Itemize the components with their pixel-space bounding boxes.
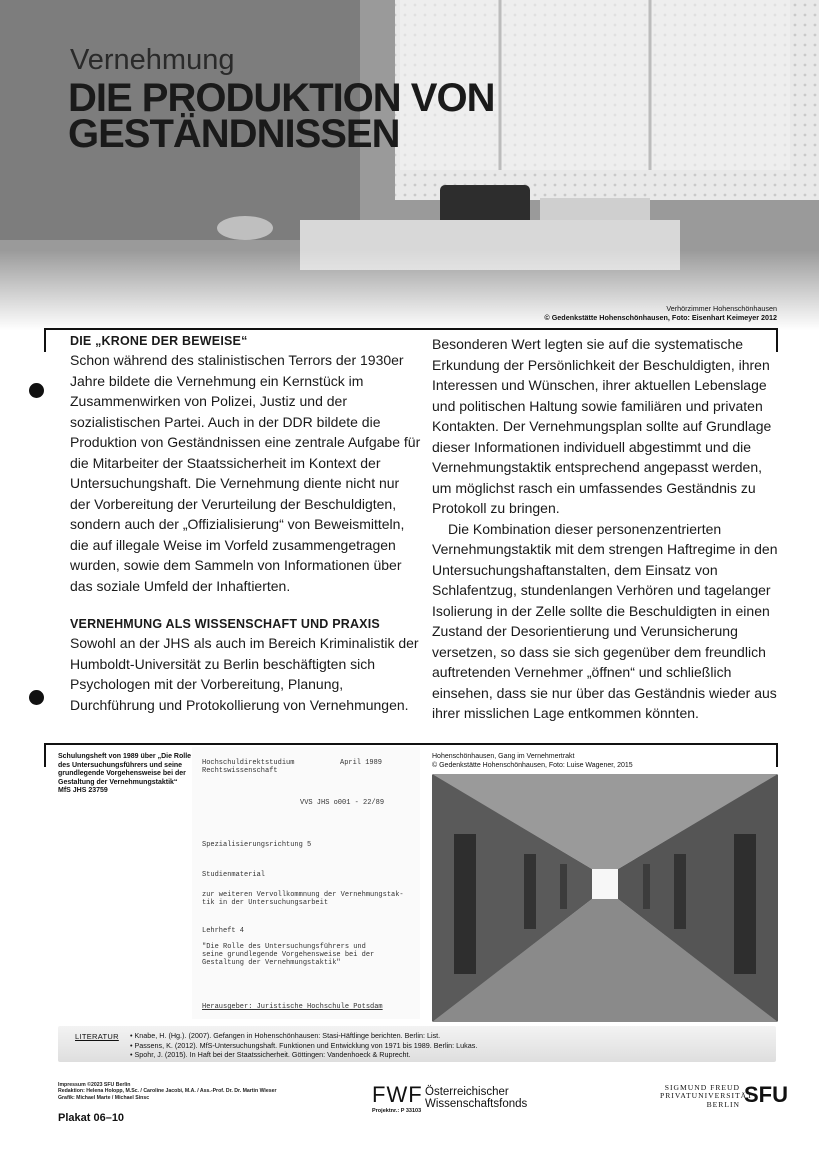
section-heading: VERNEHMUNG ALS WISSENSCHAFT UND PRAXIS <box>70 617 380 631</box>
doc-line: Hochschuldirektstudium <box>202 759 295 767</box>
doc-line: "Die Rolle des Untersuchungsführers und <box>202 943 366 951</box>
section-heading: DIE „KRONE DER BEWEISE“ <box>70 334 248 348</box>
paragraph: Die Kombination dieser personenzentrierten Vernehmungstaktik mit dem strengen Haftregime in den Untersuchungshaftanstalten, dem Einsatz von Schlafentzug, stundenlangen Verhören und tagelanger Isolierung in der Zelle sollte die Beschuldigten in einen Zustand der Desorientierung und Verunsicherung versetzen, so dass sie sich gegenüber dem freundlich auftretenden Vernehmer „öffnen“ und schließlich einsehen, dass sie nur über das Geständnis wieder aus ihrer misslichen Lage entkommen könnten. <box>432 520 778 721</box>
impressum <box>58 1082 277 1101</box>
punch-hole-marker <box>29 690 44 705</box>
fwf-name <box>425 1086 527 1110</box>
headline-line-1: DIE PRODUKTION VON <box>68 76 495 120</box>
sfu-logo: SFU <box>744 1082 788 1107</box>
caption-line: Schulungsheft von 1989 über „Die Rolle <box>58 753 192 760</box>
hero-caption <box>544 304 777 322</box>
sfu-line: PRIVATUNIVERSITÄT <box>660 1091 753 1101</box>
impressum-line: Grafik: Michael Marte / Michael Sinsc <box>58 1094 150 1101</box>
impressum-line: Redaktion: Helena Holopp, M.Sc. / Caroline Jacobi, M.A. / Ass.-Prof. Dr. Dr. Martin Wieser <box>58 1088 277 1095</box>
literature-list <box>130 1031 477 1060</box>
frame-line-top <box>44 743 778 745</box>
caption-credit: © Gedenkstätte Hohenschönhausen, Foto: Luise Wagener, 2015 <box>432 761 633 769</box>
headline-line-2: GESTÄNDNISSEN <box>68 112 400 156</box>
doc-line: Gestaltung der Vernehmungstaktik" <box>202 959 341 967</box>
doc-line: zur weiteren Vervollkommnung der Vernehmungstak- <box>202 891 404 899</box>
fwf-name-line: Österreichischer <box>425 1086 509 1098</box>
impressum-line: Impressum ©2023 SFU Berlin <box>58 1082 131 1088</box>
corridor-illustration <box>432 774 778 1022</box>
section-body: Sowohl an der JHS als auch im Bereich Kriminalistik der Humboldt-Universität zu Berlin beschäftigten sich Psychologen mit der Vorbereitung, Planung, Durchführung und Protokollierung von Vernehmungen. <box>70 635 419 713</box>
text-column-right <box>432 334 780 724</box>
kicker: Vernehmung <box>70 44 235 76</box>
doc-ref: VVS JHS o001 - 22/89 <box>300 799 385 807</box>
caption-line: grundlegende Vorgehensweise bei der <box>58 770 186 777</box>
corridor-caption <box>432 753 633 770</box>
doc-line: Spezialisierungsrichtung 5 <box>202 841 312 849</box>
doc-line: Studienmaterial <box>202 871 266 879</box>
doc-line: Herausgeber: Juristische Hochschule Potsdam <box>202 1003 383 1011</box>
caption-line: MfS JHS 23759 <box>58 787 108 794</box>
paragraph: Besonderen Wert legten sie auf die systematische Erkundung der Persönlichkeit der Beschuldigten, ihren Interessen und Wünschen, ihrer aktuellen Lebenslage und politischen Haltung sowie familiären und privaten Kontakten. Der Vernehmungsplan sollte auf Grundlage dieser Informationen individuell abgestimmt und die Vernehmungstaktik entsprechend angepasst werden, um möglichst rasch ein umfassendes Geständnis zu Protokoll zu bringen. <box>432 336 772 516</box>
fwf-project-number: Projektnr.: P 33103 <box>372 1108 422 1114</box>
fwf-name-line: Wissenschaftsfonds <box>425 1098 528 1110</box>
caption-line: Gestaltung der Vernehmungstaktik“ <box>58 778 178 786</box>
doc-line: Rechtswissenschaft <box>202 767 278 775</box>
punch-hole-marker <box>29 383 44 398</box>
corridor-photo <box>432 774 778 1022</box>
literature-item: • Knabe, H. (Hg.). (2007). Gefangen in Hohenschönhausen: Stasi-Häftlinge berichten. Berlin: List. <box>130 1031 441 1040</box>
literature-item: • Passens, K. (2012). MfS-Untersuchungshaft. Funktionen und Entwicklung von 1971 bis 1989. Berlin: Lukas. <box>130 1040 478 1050</box>
text-column-left <box>70 333 422 715</box>
fwf-logo: FWF <box>372 1082 423 1107</box>
sfu-wordmark <box>660 1083 753 1109</box>
doc-date: April 1989 <box>340 759 383 767</box>
doc-line: tik in der Untersuchungsarbeit <box>202 899 329 907</box>
literature-item: • Spohr, J. (2015). In Haft bei der Staatssicherheit. Göttingen: Vandenhoeck & Ruprecht. <box>130 1050 411 1059</box>
section-body: Schon während des stalinistischen Terrors der 1930er Jahre bildete die Vernehmung ein Kernstück im Zusammenwirken von Polizei, Justiz und der sozialistischen Partei. Auch in der DDR bildete die Produktion von Geständnissen eine zentrale Aufgabe für die Mitarbeiter der Staatssicherheit im Kontext der Untersuchungshaft. Die Vernehmung diente nicht nur der Vorbereitung der Verurteilung der Beschuldigten, sondern auch der „Offizialisierung“ von Beweismitteln, die auf illegale Weise im Vorfeld zusammengetragen wurden, sowie dem Sammeln von Informationen über das soziale Umfeld der Inhaftierten. <box>70 352 421 594</box>
literature-label: LITERATUR <box>75 1032 119 1041</box>
poster-number: Plakat 06–10 <box>58 1112 125 1124</box>
sfu-line: BERLIN <box>706 1099 740 1109</box>
frame-line-left <box>44 743 46 767</box>
caption-title: Hohenschönhausen, Gang im Vernehmertrakt <box>432 753 575 760</box>
sfu-line: SIGMUND FREUD <box>664 1083 740 1092</box>
frame-line-left <box>44 328 46 352</box>
headline <box>68 76 628 156</box>
caption-line: des Untersuchungsführers und seine <box>58 761 183 769</box>
frame-line-right <box>776 743 778 767</box>
doc-line: seine grundlegende Vorgehensweise bei der <box>202 951 375 959</box>
hero-caption-credit: © Gedenkstätte Hohenschönhausen, Foto: Eisenhart Keimeyer 2012 <box>544 313 777 322</box>
doc-line: Lehrheft 4 <box>202 927 245 935</box>
document-caption <box>58 753 198 796</box>
training-booklet-scan <box>192 747 420 1019</box>
hero-caption-title: Verhörzimmer Hohenschönhausen <box>666 304 777 313</box>
frame-line-top <box>44 328 778 330</box>
